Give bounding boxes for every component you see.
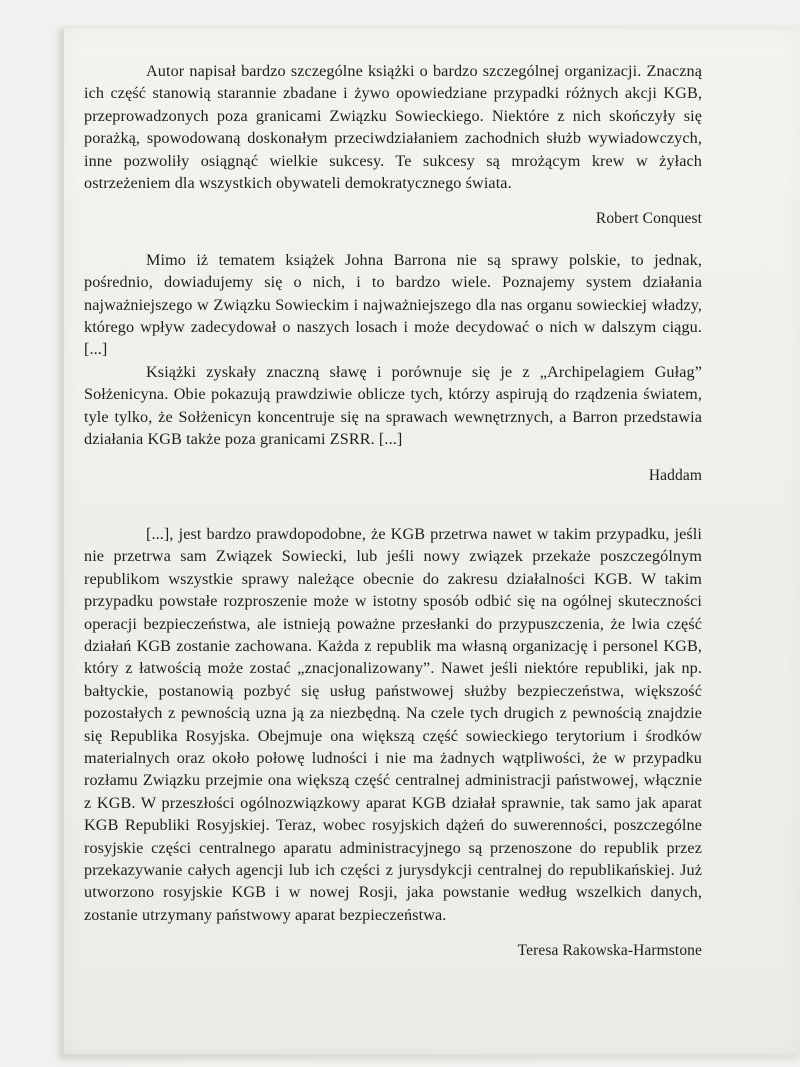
quote-author-rakowska: Teresa Rakowska-Harmstone (517, 942, 702, 960)
quote-paragraph-rakowska: [...], jest bardzo prawdopodobne, że KGB przetrwa nawet w takim przypadku, jeśli nie przetrwa sam Związek Sowiecki, lub jeśli nowy związek przekaże poszczególnym republikom wszystkie sprawy należące obecnie do zakresu działalności KGB. W takim przypadku powstałe rozproszenie może w istotny sposób odbić się na ogólnej skuteczności operacji bezpieczeństwa, ale istnieją poważne przesłanki do przypuszczenia, że lwia część działań KGB zostanie zachowana. Każda z republik ma własną organizację i personel KGB, który z łatwością może zostać „znacjonalizowany”. Nawet jeśli niektóre republiki, jak np. bałtyckie, postanowią pozbyć się usług państwowej służby bezpieczeństwa, większość pozostałych z pewnością uzna ją za niezbędną. Na czele tych drugich z pewnością znajdzie się Republika Rosyjska. Obejmuje ona większą część sowieckiego terytorium i środków materialnych oraz około połowę ludności i nie ma żadnych wątpliwości, że w przypadku rozłamu Związku przejmie ona większą część centralnej administracji państwowej, włącznie z KGB. W przeszłości ogólnozwiązkowy aparat KGB działał sprawnie, tak samo jak aparat KGB Republiki Rosyjskiej. Teraz, wobec rosyjskich dążeń do suwerenności, poszczególne rosyjskie części centralnego aparatu administracyjnego są przenoszone do republik przez przekazywanie całych agencji lub ich części z jurysdykcji centralnej do republikańskiej. Już utworzono rosyjskie KGB i w nowej Rosji, jaka powstanie według wszelkich danych, zostanie utrzymany państwowy aparat bezpieczeństwa. (84, 524, 702, 924)
quote-paragraph-conquest: Autor napisał bardzo szczególne książki o bardzo szczególnej organizacji. Znaczną ich część stanowią starannie zbadane i żywo opowiedziane przypadki różnych akcji KGB, przeprowadzonych poza granicami Związku Sowieckiego. Niektóre z nich skończyły się porażką, spowodowaną doskonałym przeciwdziałaniem zachodnich służb wywiadowczych, inne pozwoliły osiągnąć wielkie sukcesy. Te sukcesy są mrożącym krew w żyłach ostrzeżeniem dla wszystkich obywateli demokratycznego świata. (84, 62, 702, 193)
quote-paragraph-haddam-2: Książki zyskały znaczną sławę i porównuje się je z „Archipelagiem Gułag” Sołżenicyna. Obie pokazują prawdziwie oblicze tych, którzy aspirują do rządzenia światem, tyle tylko, że Sołżenicyn koncentruje się na sprawach wewnętrznych, a Barron przedstawia działania KGB także poza granicami ZSRR. [...] (84, 362, 702, 449)
blurb-text (84, 60, 702, 963)
quote-author-haddam: Haddam (648, 466, 702, 484)
quote-paragraph-haddam-1: Mimo iż tematem książek Johna Barrona nie są sprawy polskie, to jednak, pośrednio, dowiadujemy się o nich, i to bardzo wiele. Poznajemy system działania najważniejszego w Związku Sowieckim i najważniejszego dla nas organu sowieckiej władzy, którego wpływ zadecydował o naszych losach i może decydować o nich w dalszym ciągu. [...] (84, 250, 702, 359)
quote-author-conquest: Robert Conquest (595, 210, 702, 228)
